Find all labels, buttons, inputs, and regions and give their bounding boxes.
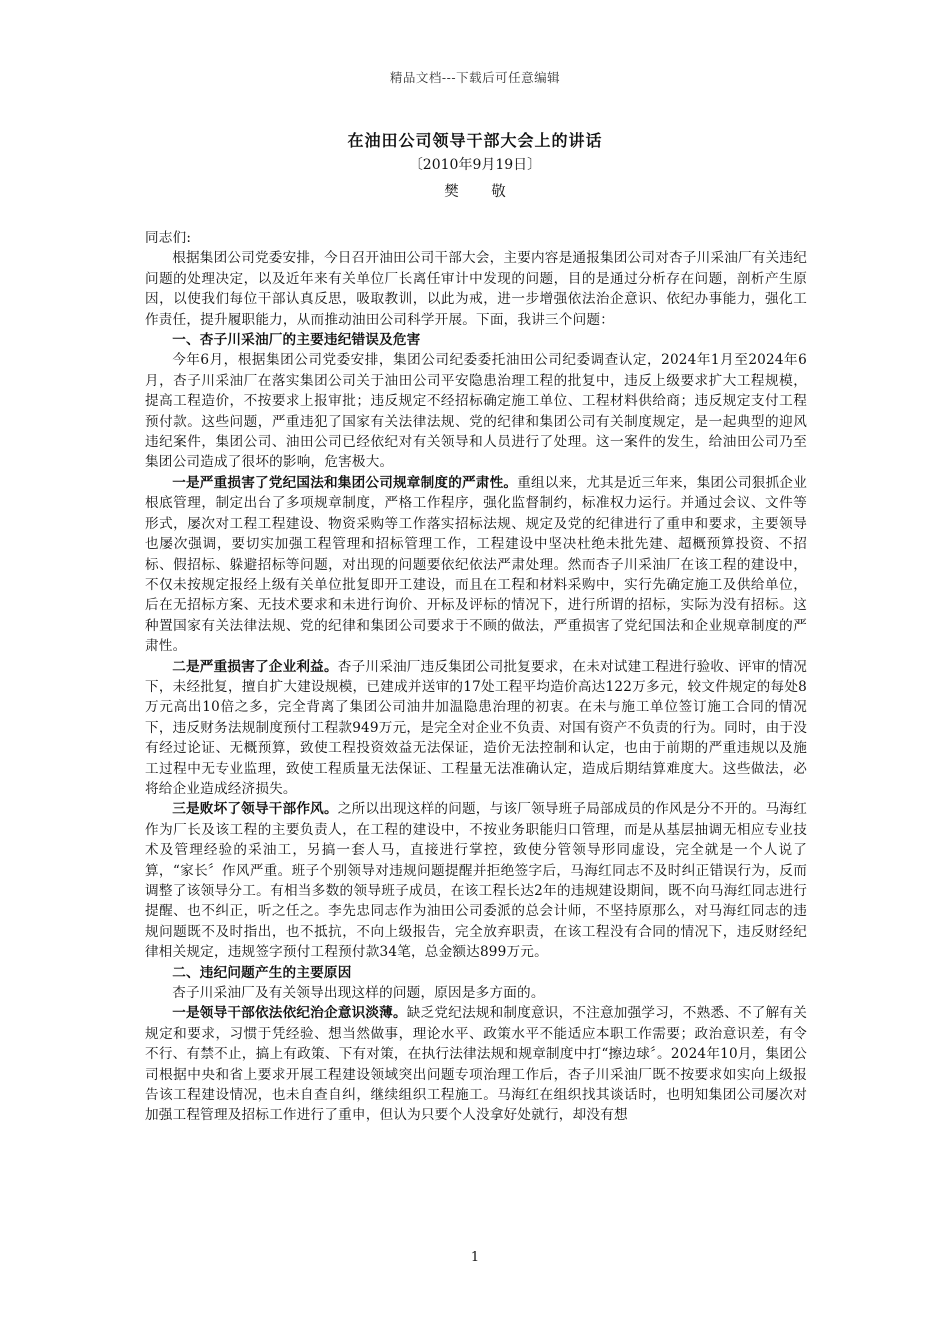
body-paragraph [145,248,807,330]
document-date: 〔2010年9月19日〕 [408,157,542,173]
paragraph-text: 杏子川采油厂违反集团公司批复要求，在未对试建工程进行验收、评审的情况下，未经批复，擅自扩大建设规模，已建成并送审的17处工程平均造价高达122万多元，较文件规定的每处8万元高出10倍之多，完全背离了集团公司油井加温隐患治理的初衷。在未与施工单位签订施工合同的情况下，违反财务法规制度预付工程款949万元，是完全对企业不负责、对国有资产不负责的行为。同时，由于没有经过论证、无概预算，致使工程投资效益无法保证，造价无法控制和认定，也由于前期的严重违规以及施工过程中无专业监理，致使工程质量无法保证、工程量无法准确认定，造成后期结算难度大。这些做法，必将给企业造成经济损失。 [145,658,807,797]
body-paragraph [145,1003,807,1125]
document-author: 樊 敬 [444,184,520,200]
page-number: 1 [470,1250,480,1265]
body-paragraph [145,799,807,962]
document-title: 在油田公司领导干部大会上的讲话 [347,131,603,150]
paragraph-text: 之所以出现这样的问题，与该厂领导班子局部成员的作风是分不开的。马海红作为厂长及该工程的主要负责人，在工程的建设中，不按业务职能归口管理，而是从基层抽调无相应专业技术及管理经验的采油工，另搞一套人马，直接进行掌控，致使分管领导形同虚设，完全就是一个人说了算，“家长〞作风严重。班子个别领导对违规问题提醒并拒绝签字后，马海红同志不及时纠正错误行为，反而调整了该领导分工。有相当多数的领导班子成员，在该工程长达2年的违规建设期间，既不向马海红同志进行提醒、也不纠正，听之任之。李先忠同志作为油田公司委派的总会计师，不坚持原那么，对马海红同志的违规问题既不及时指出，也不抵抗，不向上级报告，完全放弃职责，在该工程没有合同的情况下，违反财经纪律相关规定，违规签字预付工程预付款34笔，总金额达899万元。 [145,801,807,961]
paragraph-text: 杏子川采油厂及有关领导出现这样的问题，原因是多方面的。 [172,985,545,1002]
paragraph-lead: 一是领导干部依法依纪治企意识淡薄。 [172,1005,407,1022]
section-heading: 一、杏子川采油厂的主要违纪错误及危害 [172,332,421,349]
body-paragraph [145,350,807,472]
body-paragraph [145,983,807,1003]
section-heading: 二、违纪问题产生的主要原因 [172,964,352,981]
paragraph-lead: 二是严重损害了企业利益。 [172,658,338,675]
body-paragraph [145,473,807,657]
body-paragraph [145,657,807,800]
paragraph-lead: 一是严重损害了党纪国法和集团公司规章制度的严肃性。 [172,474,518,491]
document-body [145,228,807,1126]
paragraph-text: 缺乏党纪法规和制度意识，不注意加强学习，不熟悉、不了解有关规定和要求，习惯于凭经验、想当然做事，理论水平、政策水平不能适应本职工作需要；政治意识差，有令不行、有禁不止，搞上有政策、下有对策，在执行法律法规和规章制度中打“擦边球〞。2024年10月，集团公司根据中央和省上要求开展工程建设领域突出问题专项治理工作后，杏子川采油厂既不按要求如实向上级报告该工程建设情况，也未自查自纠，继续组织工程施工。马海红在组织找其谈话时，也明知集团公司屡次对加强工程管理及招标工作进行了重申，但认为只要个人没拿好处就行，却没有想 [145,1005,807,1124]
paragraph-text: 重组以来，尤其是近三年来，集团公司狠抓企业根底管理，制定出台了多项规章制度，严格工作程序，强化监督制约，标准权力运行。并通过会议、文件等形式，屡次对工程工程建设、物资采购等工作落实招标法规、规定及党的纪律进行了重申和要求，主要领导也屡次强调，要切实加强工程管理和招标管理工作，工程建设中坚决杜绝未批先建、超概预算投资、不招标、假招标、躲避招标等问题，对出现的问题要依纪依法严肃处理。然而杏子川采油厂在该工程的建设中，不仅未按规定报经上级有关单位批复即开工建设，而且在工程和材料采购中，实行先确定施工及供给单位，后在无招标方案、无技术要求和未进行询价、开标及评标的情况下，进行所谓的招标，实际为没有招标。这种置国家有关法律法规、党的纪律和集团公司要求于不顾的做法，严重损害了党纪国法和企业规章制度的严肃性。 [145,474,808,655]
header-note: 精品文档---下载后可任意编辑 [389,70,561,85]
paragraph-list [145,248,807,1125]
paragraph-text: 今年6月，根据集团公司党委安排，集团公司纪委委托油田公司纪委调查认定，2024年1月至2024年6月，杏子川采油厂在落实集团公司关于油田公司平安隐患治理工程的批复中，违反上级要求扩大工程规模，提高工程造价，不按要求上报审批；违反规定不经招标确定施工单位、工程材料供给商；违反规定支付工程预付款。这些问题，严重违犯了国家有关法律法规、党的纪律和集团公司有关制度规定，是一起典型的迎风违纪案件，集团公司、油田公司已经依纪对有关领导和人员进行了处理。这一案件的发生，给油田公司乃至集团公司造成了很坏的影响，危害极大。 [145,352,807,471]
salutation: 同志们: [145,230,192,246]
paragraph-text: 根据集团公司党委安排，今日召开油田公司干部大会，主要内容是通报集团公司对杏子川采油厂有关违纪问题的处理决定，以及近年来有关单位厂长离任审计中发现的问题，目的是通过分析存在问题，剖析产生原因，以使我们每位干部认真反思，吸取教训，以此为戒，进一步增强依法治企意识、依纪办事能力，强化工作责任，提升履职能力，从而推动油田公司科学开展。下面，我讲三个问题： [145,250,807,328]
paragraph-lead: 三是败坏了领导干部作风。 [172,801,338,818]
